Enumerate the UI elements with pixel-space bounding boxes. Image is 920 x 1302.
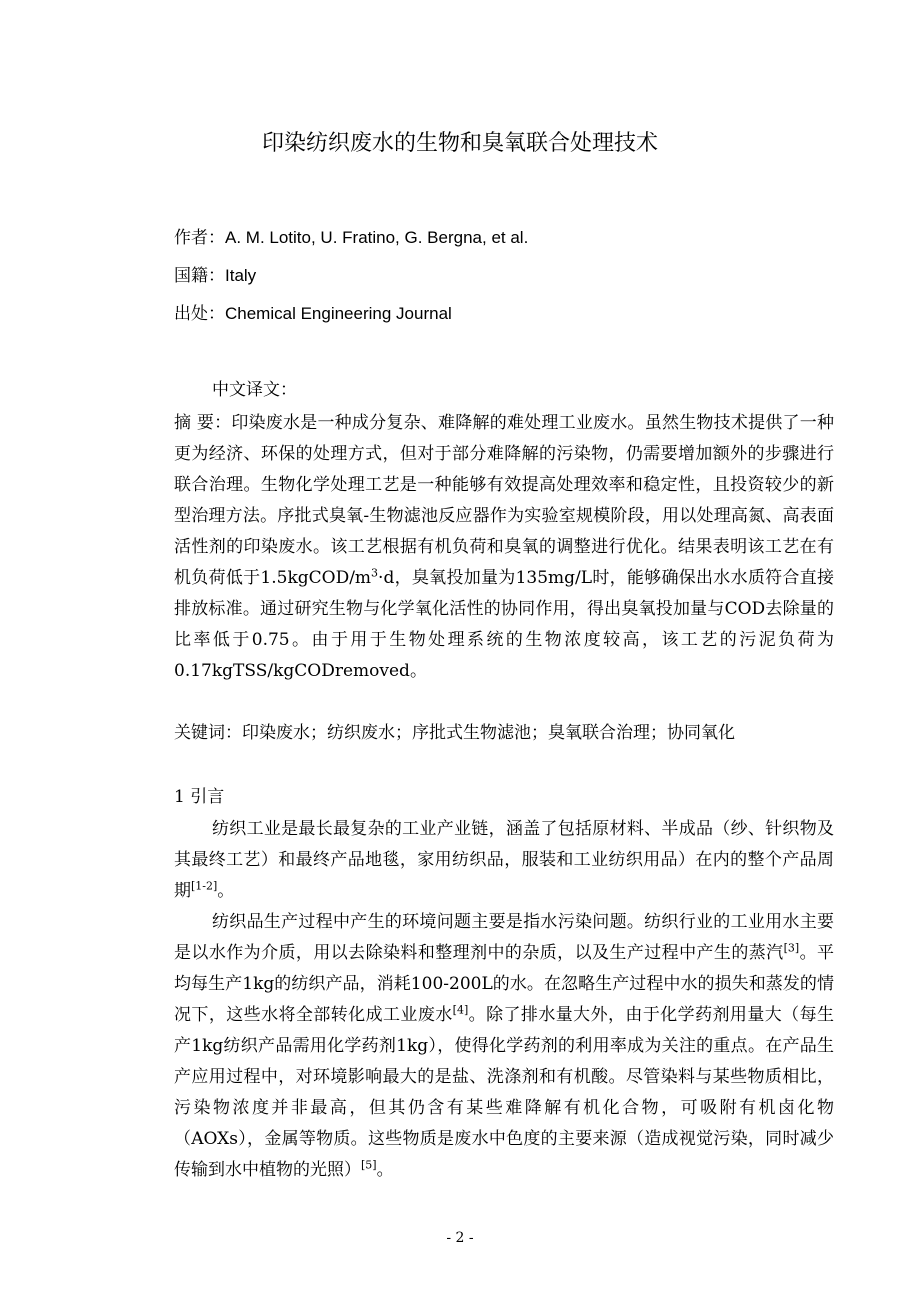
- page-number: - 2 -: [446, 1230, 474, 1246]
- author-label: 作者：: [174, 228, 225, 248]
- translation-label: 中文译文：: [212, 380, 297, 400]
- abstract-superscript: 3: [371, 566, 379, 580]
- intro-body: [174, 814, 834, 1186]
- keywords-text: 印染废水；纺织废水；序批式生物滤池；臭氧联合治理；协同氧化: [242, 723, 735, 743]
- intro-p1-text: 纺织工业是最长最复杂的工业产业链，涵盖了包括原材料、半成品（纱、针织物及其最终工艺）和最终产品地毯，家用纺织品，服装和工业纺织用品）在内的整个产品周期: [174, 819, 834, 901]
- source-value: Chemical Engineering Journal: [225, 304, 452, 323]
- intro-p2-text3: 。除了排水量大外，由于化学药剂用量大（每生产1kg纺织产品需用化学药剂1kg），使得化学药剂的利用率成为关注的重点。在产品生产应用过程中，对环境影响最大的是盐、洗涤剂和有机酸。尽管染料与某些物质相比，污染物浓度并非最高，但其仍含有某些难降解有机化合物，可吸附有机卤化物（AOXs），金属等物质。这些物质是废水中色度的主要来源（造成视觉污染，同时减少传输到水中植物的光照）: [174, 1005, 835, 1180]
- document-title: 印染纺织废水的生物和臭氧联合处理技术: [261, 131, 658, 156]
- intro-p2-end: 。: [376, 1160, 394, 1180]
- intro-p2-text1: 纺织品生产过程中产生的环境问题主要是指水污染问题。纺织行业的工业用水主要是以水作为介质，用以去除染料和整理剂中的杂质，以及生产过程中产生的蒸汽: [174, 912, 834, 963]
- citation-ref: [3]: [783, 941, 800, 955]
- country-line: [174, 264, 834, 288]
- keywords-label: 关键词：: [174, 723, 242, 743]
- country-label: 国籍：: [174, 266, 225, 286]
- source-line: [174, 302, 834, 326]
- country-value: Italy: [225, 266, 257, 285]
- citation-ref: [5]: [361, 1158, 377, 1172]
- abstract-text-part2: ·d，臭氧投加量为135mg/L时，能够确保出水水质符合直接排放标准。通过研究生物与化学氧化活性的协同作用，得出臭氧投加量与COD去除量的比率低于0.75。由于用于生物处理系统的生物浓度较高，该工艺的污泥负荷为0.17kgTSS/kgCODremoved。: [174, 568, 834, 681]
- abstract-label: 摘 要：: [174, 413, 232, 433]
- abstract-text-part1: 印染废水是一种成分复杂、难降解的难处理工业废水。虽然生物技术提供了一种更为经济、环保的处理方式，但对于部分难降解的污染物，仍需要增加额外的步骤进行联合治理。生物化学处理工艺是一种能够有效提高处理效率和稳定性，且投资较少的新型治理方法。序批式臭氧-生物滤池反应器作为实验室规模阶段，用以处理高氮、高表面活性剂的印染废水。该工艺根据有机负荷和臭氧的调整进行优化。结果表明该工艺在有机负荷低于1.5kgCOD/m: [174, 413, 835, 588]
- intro-p2-text2: 。平均每生产1kg的纺织产品，消耗100-200L的水。在忽略生产过程中水的损失和蒸发的情况下，这些水将全部转化成工业废水: [174, 943, 835, 1025]
- keywords-line: [174, 718, 834, 749]
- citation-ref: [4]: [452, 1003, 469, 1017]
- intro-p1-end: 。: [217, 881, 235, 901]
- intro-paragraph-2: [174, 907, 834, 1186]
- author-value: A. M. Lotito, U. Fratino, G. Bergna, et al.: [225, 228, 529, 247]
- intro-paragraph-1: [174, 814, 834, 907]
- citation-ref: [1-2]: [191, 879, 218, 893]
- source-label: 出处：: [174, 304, 225, 324]
- author-line: [174, 226, 834, 250]
- abstract-paragraph: [174, 408, 834, 687]
- section-heading: 1 引言: [174, 787, 225, 807]
